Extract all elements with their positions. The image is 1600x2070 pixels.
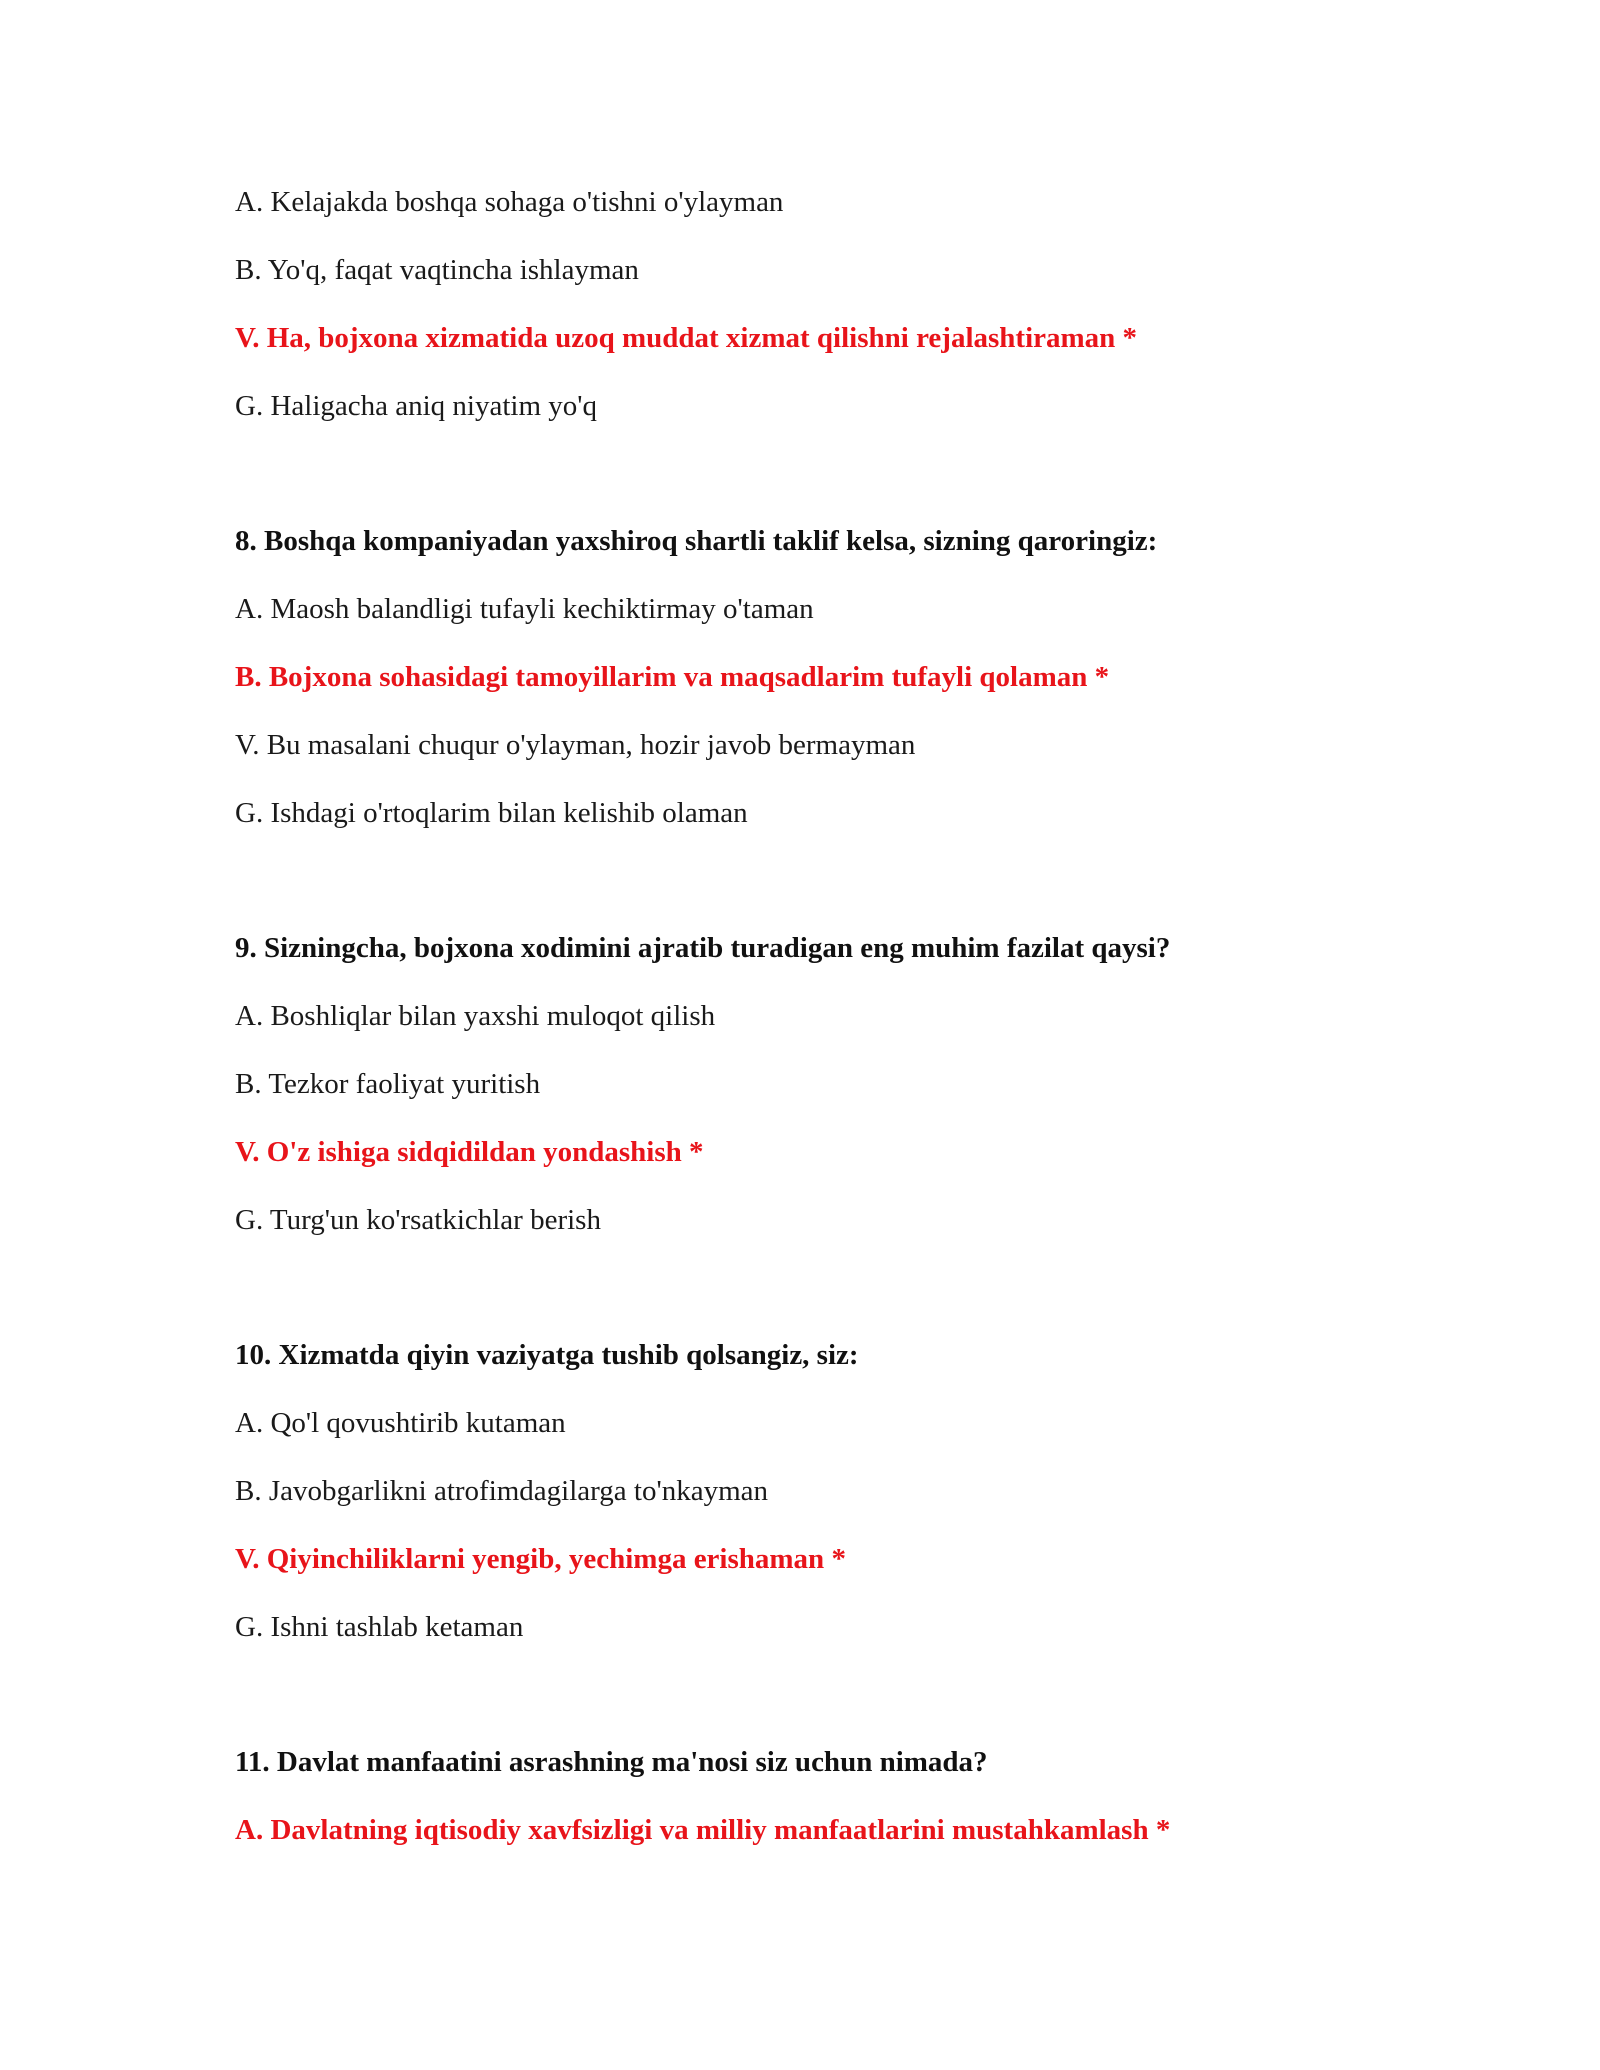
- correct-answer-option: B. Bojxona sohasidagi tamoyillarim va maqsadlarim tufayli qolaman *: [235, 661, 1110, 693]
- answer-option: G. Ishdagi o'rtoqlarim bilan kelishib olaman: [235, 797, 748, 829]
- question-block-9: [235, 930, 1535, 1238]
- correct-answer-option: V. O'z ishiga sidqidildan yondashish *: [235, 1136, 704, 1168]
- answer-option: B. Tezkor faoliyat yuritish: [235, 1068, 541, 1100]
- correct-answer-option: V. Ha, bojxona xizmatida uzoq muddat xizmat qilishni rejalashtiraman *: [235, 322, 1138, 354]
- spacer: [235, 456, 1535, 523]
- answer-option: A. Kelajakda boshqa sohaga o'tishni o'ylayman: [235, 186, 784, 218]
- answer-option: A. Boshliqlar bilan yaxshi muloqot qilish: [235, 1000, 716, 1032]
- question-block-10: [235, 1337, 1535, 1645]
- correct-answer-option: A. Davlatning iqtisodiy xavfsizligi va milliy manfaatlarini mustahkamlash *: [235, 1814, 1171, 1846]
- correct-answer-option: V. Qiyinchiliklarni yengib, yechimga erishaman *: [235, 1543, 846, 1575]
- question-text: 11. Davlat manfaatini asrashning ma'nosi siz uchun nimada?: [235, 1746, 988, 1778]
- spacer: [235, 1677, 1535, 1744]
- spacer: [235, 1270, 1535, 1337]
- spacer: [235, 863, 1535, 930]
- answer-option: G. Turg'un ko'rsatkichlar berish: [235, 1204, 601, 1236]
- answer-option: A. Qo'l qovushtirib kutaman: [235, 1407, 566, 1439]
- question-text: 10. Xizmatda qiyin vaziyatga tushib qolsangiz, siz:: [235, 1339, 859, 1371]
- document-page: [235, 184, 1535, 1880]
- answer-option: B. Yo'q, faqat vaqtincha ishlayman: [235, 254, 639, 286]
- answer-option: G. Ishni tashlab ketaman: [235, 1611, 524, 1643]
- answer-option: A. Maosh balandligi tufayli kechiktirmay o'taman: [235, 593, 814, 625]
- answer-option: V. Bu masalani chuqur o'ylayman, hozir javob bermayman: [235, 729, 916, 761]
- question-block-11: [235, 1744, 1535, 1848]
- question-text: 8. Boshqa kompaniyadan yaxshiroq shartli taklif kelsa, sizning qaroringiz:: [235, 525, 1158, 557]
- answer-option: B. Javobgarlikni atrofimdagilarga to'nkayman: [235, 1475, 769, 1507]
- question-block-8: [235, 523, 1535, 831]
- question-7-continued: [235, 184, 1535, 424]
- answer-option: G. Haligacha aniq niyatim yo'q: [235, 390, 597, 422]
- question-text: 9. Sizningcha, bojxona xodimini ajratib turadigan eng muhim fazilat qaysi?: [235, 932, 1171, 964]
